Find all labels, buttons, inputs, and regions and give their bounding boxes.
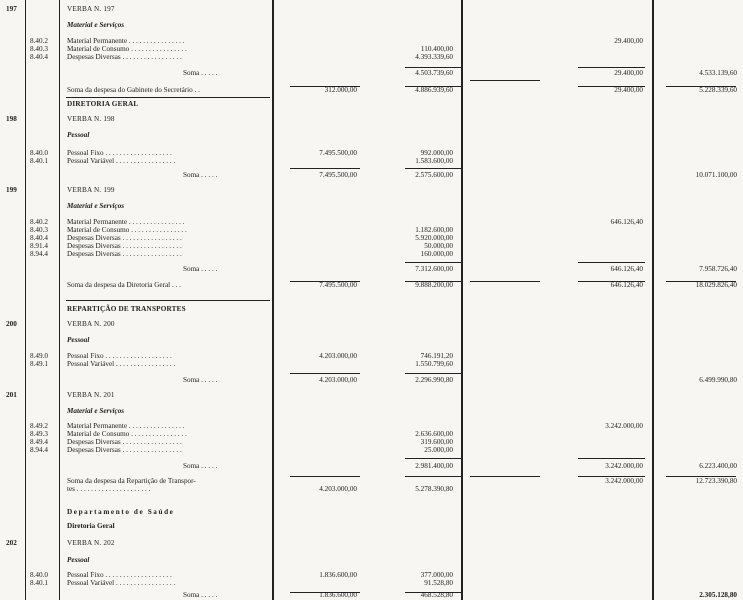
department-heading: REPARTIÇÃO DE TRANSPORTES <box>67 305 186 313</box>
item-label: Despesas Diversas . . . . . . . . . . . . . . . . . <box>67 446 182 454</box>
item-label: Despesas Diversas . . . . . . . . . . . . . . . . . <box>67 234 182 242</box>
subtotal-label: tes . . . . . . . . . . . . . . . . . . . . . <box>67 485 151 493</box>
item-code: 8.40.3 <box>30 45 48 53</box>
sum-label: Soma . . . . . <box>183 265 218 273</box>
item-code: 8.49.1 <box>30 360 48 368</box>
column-2-value: 25.000,00 <box>424 446 453 454</box>
item-label: Pessoal Fixo . . . . . . . . . . . . . . . . . . . <box>67 352 172 360</box>
column-1-value: 4.203.000,00 <box>319 485 357 493</box>
item-code: 8.40.0 <box>30 149 48 157</box>
section-label: Diretoria Geral <box>67 522 115 530</box>
column-2-value: 4.503.739,60 <box>415 69 453 77</box>
ledger-row <box>0 446 743 455</box>
verba-heading: VERBA N. 199 <box>67 186 115 194</box>
column-1-value: 312.000,00 <box>324 86 357 94</box>
sum-label: Soma . . . . . <box>183 591 218 599</box>
ledger-row <box>0 539 743 548</box>
item-label: Material de Consumo . . . . . . . . . . . . . . . . <box>67 430 187 438</box>
section-label: Pessoal <box>67 336 90 344</box>
column-4-value: 29.400,00 <box>614 69 643 77</box>
item-code: 8.94.4 <box>30 446 48 454</box>
ledger-row <box>0 522 743 531</box>
ledger-row <box>0 508 743 517</box>
ledger-row <box>0 69 743 78</box>
subtotal-label: Soma da despesa da Repartição de Transpor- <box>67 477 196 485</box>
section-label: Material e Serviços <box>67 202 125 210</box>
column-5-value: 2.305.128,80 <box>699 591 737 599</box>
ledger-row <box>0 591 743 600</box>
column-2-value: 5.278.390,80 <box>415 485 453 493</box>
subtotal-label: Soma da despesa da Diretoria Geral . . . <box>67 281 181 289</box>
column-1-value: 7.495.500,00 <box>319 281 357 289</box>
column-2-value: 992.000,00 <box>420 149 453 157</box>
department-heading: Departamento de Saúde <box>67 508 175 516</box>
total-rule <box>578 458 645 459</box>
sum-label: Soma . . . . . <box>183 171 218 179</box>
total-rule <box>405 168 461 169</box>
column-2-value: 2.981.400,00 <box>415 462 453 470</box>
sum-label: Soma . . . . . <box>183 376 218 384</box>
column-2-value: 468.528,80 <box>420 591 453 599</box>
verba-number: 202 <box>6 539 17 547</box>
item-code: 8.49.4 <box>30 438 48 446</box>
item-label: Pessoal Variável . . . . . . . . . . . . . . . . . <box>67 157 176 165</box>
column-2-value: 7.312.600,00 <box>415 265 453 273</box>
item-label: Pessoal Fixo . . . . . . . . . . . . . . . . . . . <box>67 149 172 157</box>
verba-number: 197 <box>6 5 17 13</box>
item-label: Despesas Diversas . . . . . . . . . . . . . . . . . <box>67 250 182 258</box>
column-5-value: 5.228.339,60 <box>699 86 737 94</box>
column-2-value: 1.182.600,00 <box>415 226 453 234</box>
item-label: Material de Consumo . . . . . . . . . . . . . . . . <box>67 226 187 234</box>
column-4-value: 646.126,40 <box>610 265 643 273</box>
verba-heading: VERBA N. 201 <box>67 391 115 399</box>
subtotal-label: Soma da despesa do Gabinete do Secretário . . <box>67 86 200 94</box>
item-code: 8.94.4 <box>30 250 48 258</box>
column-2-value: 5.920.000,00 <box>415 234 453 242</box>
ledger-row <box>0 86 743 95</box>
item-label: Despesas Diversas . . . . . . . . . . . . . . . . . <box>67 242 182 250</box>
item-code: 8.40.0 <box>30 571 48 579</box>
column-5-value: 18.029.826,40 <box>695 281 737 289</box>
item-label: Pessoal Variável . . . . . . . . . . . . . . . . . <box>67 360 176 368</box>
verba-heading: VERBA N. 202 <box>67 539 115 547</box>
ledger-row <box>0 556 743 565</box>
column-2-value: 1.550.799,60 <box>415 360 453 368</box>
verba-number: 200 <box>6 320 17 328</box>
item-label: Material Permanente . . . . . . . . . . . . . . . . <box>67 422 185 430</box>
total-rule <box>405 262 461 263</box>
verba-heading: VERBA N. 200 <box>67 320 115 328</box>
column-5-value: 7.958.726,40 <box>699 265 737 273</box>
item-label: Pessoal Variável . . . . . . . . . . . . . . . . . <box>67 579 176 587</box>
item-label: Material de Consumo . . . . . . . . . . . . . . . . <box>67 45 187 53</box>
total-rule <box>290 168 360 169</box>
ledger-row <box>0 21 743 30</box>
total-rule <box>66 300 270 301</box>
column-5-value: 12.723.390,80 <box>695 477 737 485</box>
item-code: 8.49.2 <box>30 422 48 430</box>
ledger-row <box>0 171 743 180</box>
column-4-value: 3.242.000,00 <box>605 422 643 430</box>
column-1-value: 1.836.600,00 <box>319 591 357 599</box>
total-rule <box>578 262 645 263</box>
sum-label: Soma . . . . . <box>183 462 218 470</box>
item-code: 8.49.3 <box>30 430 48 438</box>
column-4-value: 646.126,40 <box>610 218 643 226</box>
ledger-row <box>0 579 743 588</box>
item-code: 8.40.3 <box>30 226 48 234</box>
column-1-value: 4.203.000,00 <box>319 376 357 384</box>
section-label: Material e Serviços <box>67 407 125 415</box>
column-2-value: 9.888.200,00 <box>415 281 453 289</box>
item-code: 8.40.2 <box>30 218 48 226</box>
verba-number: 201 <box>6 391 17 399</box>
column-2-value: 50.000,00 <box>424 242 453 250</box>
item-label: Despesas Diversas . . . . . . . . . . . . . . . . . <box>67 438 182 446</box>
ledger-row <box>0 281 743 290</box>
ledger-row <box>0 53 743 62</box>
verba-number: 198 <box>6 115 17 123</box>
item-label: Material Permanente . . . . . . . . . . . . . . . . <box>67 37 185 45</box>
ledger-row <box>0 391 743 400</box>
column-4-value: 646.126,40 <box>610 281 643 289</box>
ledger-row <box>0 250 743 259</box>
ledger-row <box>0 100 743 109</box>
column-5-value: 10.071.100,00 <box>695 171 737 179</box>
total-rule <box>66 97 270 98</box>
column-1-value: 7.495.500,00 <box>319 171 357 179</box>
verba-number: 199 <box>6 186 17 194</box>
verba-heading: VERBA N. 198 <box>67 115 115 123</box>
sum-label: Soma . . . . . <box>183 69 218 77</box>
total-rule <box>405 458 461 459</box>
ledger-row <box>0 376 743 385</box>
item-code: 8.40.1 <box>30 157 48 165</box>
ledger-row <box>0 305 743 314</box>
total-rule <box>470 80 540 81</box>
column-2-value: 1.583.600,00 <box>415 157 453 165</box>
column-4-value: 29.400,00 <box>614 86 643 94</box>
column-4-value: 29.400,00 <box>614 37 643 45</box>
ledger-row <box>0 131 743 140</box>
column-2-value: 2.296.990,80 <box>415 376 453 384</box>
ledger-row <box>0 5 743 14</box>
item-code: 8.40.4 <box>30 53 48 61</box>
column-2-value: 746.191,20 <box>420 352 453 360</box>
item-label: Pessoal Fixo . . . . . . . . . . . . . . . . . . . <box>67 571 172 579</box>
ledger-row <box>0 360 743 369</box>
column-2-value: 91.528,80 <box>424 579 453 587</box>
ledger-row <box>0 407 743 416</box>
ledger-row <box>0 202 743 211</box>
ledger-row <box>0 462 743 471</box>
total-rule <box>405 373 461 374</box>
ledger-row <box>0 485 743 494</box>
column-2-value: 2.636.600,00 <box>415 430 453 438</box>
column-2-value: 377.000,00 <box>420 571 453 579</box>
column-2-value: 4.886.939,60 <box>415 86 453 94</box>
ledger-row <box>0 320 743 329</box>
ledger-row <box>0 336 743 345</box>
column-1-value: 7.495.500,00 <box>319 149 357 157</box>
item-code: 8.40.2 <box>30 37 48 45</box>
item-code: 8.91.4 <box>30 242 48 250</box>
column-5-value: 6.499.990,80 <box>699 376 737 384</box>
section-label: Pessoal <box>67 556 90 564</box>
item-code: 8.40.1 <box>30 579 48 587</box>
total-rule <box>405 67 461 68</box>
item-label: Despesas Diversas . . . . . . . . . . . . . . . . . <box>67 53 182 61</box>
column-4-value: 3.242.000,00 <box>605 462 643 470</box>
verba-heading: VERBA N. 197 <box>67 5 115 13</box>
column-1-value: 1.836.600,00 <box>319 571 357 579</box>
column-4-value: 3.242.000,00 <box>605 477 643 485</box>
section-label: Material e Serviços <box>67 21 125 29</box>
column-5-value: 4.533.139,60 <box>699 69 737 77</box>
department-heading: DIRETORIA GERAL <box>67 100 139 108</box>
column-2-value: 2.575.600,00 <box>415 171 453 179</box>
total-rule <box>290 373 360 374</box>
column-2-value: 110.400,00 <box>420 45 453 53</box>
column-2-value: 4.393.339,60 <box>415 53 453 61</box>
column-2-value: 319.600,00 <box>420 438 453 446</box>
ledger-row <box>0 115 743 124</box>
column-5-value: 6.223.400,00 <box>699 462 737 470</box>
ledger-row <box>0 157 743 166</box>
ledger-row <box>0 265 743 274</box>
total-rule <box>578 67 645 68</box>
item-label: Material Permanente . . . . . . . . . . . . . . . . <box>67 218 185 226</box>
item-code: 8.49.0 <box>30 352 48 360</box>
column-2-value: 160.000,00 <box>420 250 453 258</box>
ledger-row <box>0 186 743 195</box>
section-label: Pessoal <box>67 131 90 139</box>
column-1-value: 4.203.000,00 <box>319 352 357 360</box>
item-code: 8.40.4 <box>30 234 48 242</box>
